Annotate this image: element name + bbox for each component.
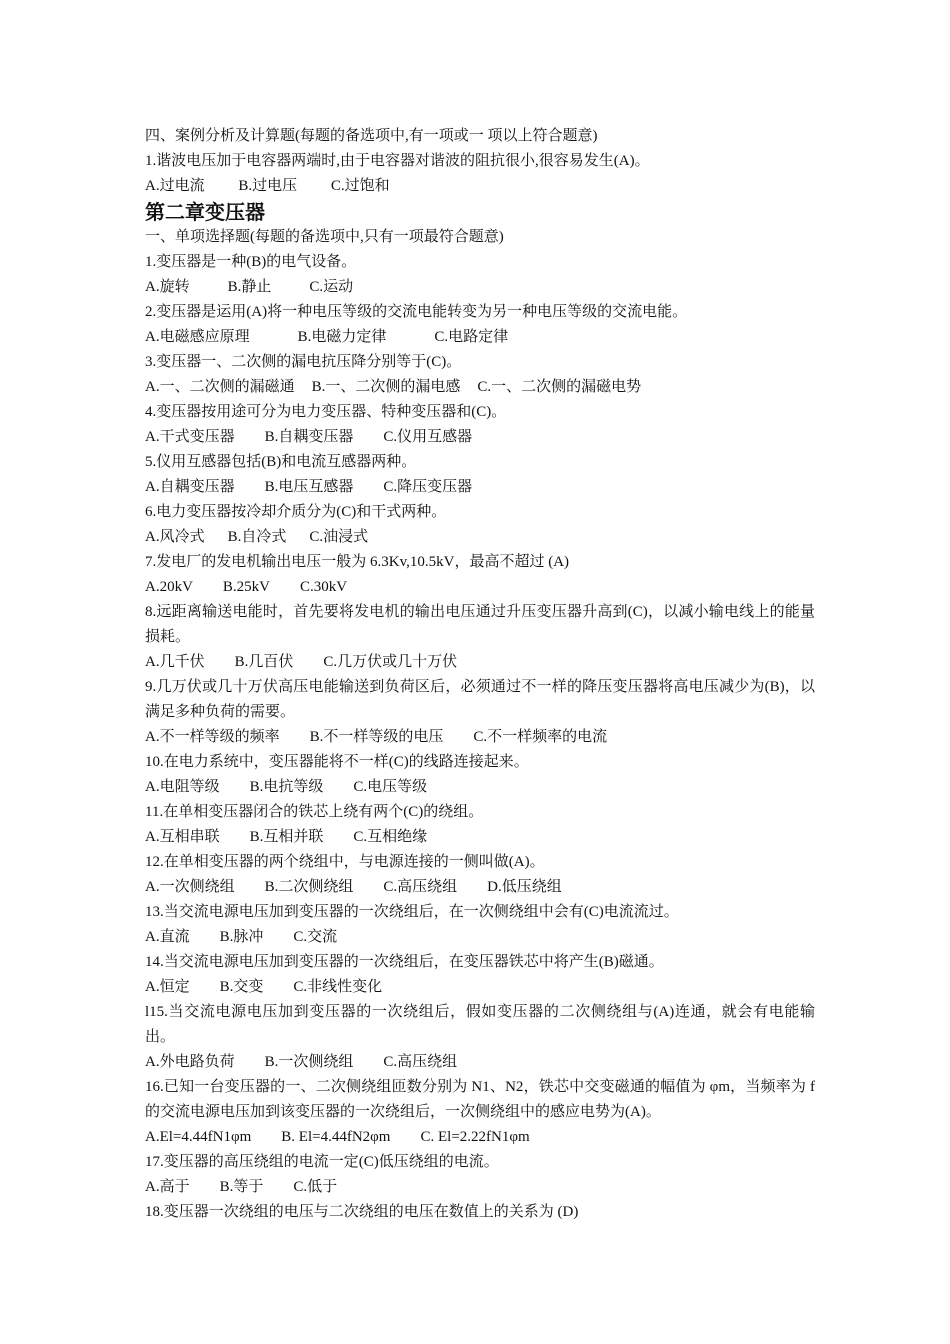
option: C.运动 xyxy=(309,279,354,295)
document-page xyxy=(145,124,815,1225)
option: B.等于 xyxy=(219,1179,264,1195)
option: C.非线性变化 xyxy=(293,979,383,995)
option: C.30kV xyxy=(300,579,348,595)
option: B.过电压 xyxy=(238,178,298,194)
option: A.互相串联 xyxy=(145,829,220,845)
question-text: 11.在单相变压器闭合的铁芯上绕有两个(C)的绕组。 xyxy=(145,804,484,820)
option: C.低于 xyxy=(293,1179,338,1195)
question-text: 16.已知一台变压器的一、二次侧绕组匝数分别为 N1、N2，铁芯中交变磁通的幅值为 φm，当频率为 f 的交流电源电压加到该变压器的一次绕组后，一次侧绕组中的感应电势为(A)。 xyxy=(145,1079,815,1120)
option: A.高于 xyxy=(145,1179,190,1195)
option: B.自耦变压器 xyxy=(264,429,354,445)
question-options xyxy=(145,975,815,1000)
question-list xyxy=(145,250,815,1225)
option: B.电抗等级 xyxy=(249,779,324,795)
option: C.电路定律 xyxy=(434,329,509,345)
chapter-title: 第二章变压器 xyxy=(145,200,265,224)
question-options xyxy=(145,375,815,400)
question-options xyxy=(145,174,815,199)
question-text: 9.几万伏或几十万伏高压电能输送到负荷区后，必须通过不一样的降压变压器将高电压减少为(B)，以满足多种负荷的需要。 xyxy=(145,679,815,720)
question-options xyxy=(145,275,815,300)
option: B.电磁力定律 xyxy=(297,329,387,345)
question-text: 7.发电厂的发电机输出电压一般为 6.3Kv,10.5kV，最高不超过 (A) xyxy=(145,554,570,570)
option: A.旋转 xyxy=(145,279,190,295)
option: A.El=4.44fN1φm xyxy=(145,1129,252,1145)
option: C.降压变压器 xyxy=(383,479,473,495)
option: A.一次侧绕组 xyxy=(145,879,235,895)
section-heading: 四、案例分析及计算题(每题的备选项中,有一项或一 项以上符合题意) xyxy=(145,128,598,144)
option: A.电阻等级 xyxy=(145,779,220,795)
question-text: 8.远距离输送电能时，首先要将发电机的输出电压通过升压变压器升高到(C)，以减小输电线上的能量损耗。 xyxy=(145,604,815,645)
option: C.高压绕组 xyxy=(383,1054,458,1070)
question-text: 13.当交流电源电压加到变压器的一次绕组后，在一次侧绕组中会有(C)电流流过。 xyxy=(145,904,679,920)
question-options xyxy=(145,725,815,750)
option: C.几万伏或几十万伏 xyxy=(323,654,458,670)
option: B. El=4.44fN2φm xyxy=(281,1129,391,1145)
option: A.电磁感应原理 xyxy=(145,329,250,345)
option: B.一次侧绕组 xyxy=(264,1054,354,1070)
option: D.低压绕组 xyxy=(487,879,562,895)
question-text: 3.变压器一、二次侧的漏电抗压降分别等于(C)。 xyxy=(145,354,462,370)
question-options xyxy=(145,925,815,950)
question-options xyxy=(145,425,815,450)
question-text: 18.变压器一次绕组的电压与二次绕组的电压在数值上的关系为 (D) xyxy=(145,1204,579,1220)
option: C.互相绝缘 xyxy=(353,829,428,845)
option: B.几百伏 xyxy=(234,654,294,670)
question-text: 1.变压器是一种(B)的电气设备。 xyxy=(145,254,357,270)
question-options xyxy=(145,875,815,900)
option: C. El=2.22fN1φm xyxy=(420,1129,530,1145)
option: B.二次侧绕组 xyxy=(264,879,354,895)
question-options xyxy=(145,825,815,850)
question-options xyxy=(145,325,815,350)
question-text: 14.当交流电源电压加到变压器的一次绕组后，在变压器铁芯中将产生(B)磁通。 xyxy=(145,954,664,970)
option: B.电压互感器 xyxy=(264,479,354,495)
question-text: 12.在单相变压器的两个绕组中，与电源连接的一侧叫做(A)。 xyxy=(145,854,545,870)
option: A.恒定 xyxy=(145,979,190,995)
option: B.自冷式 xyxy=(227,529,287,545)
option: A.风冷式 xyxy=(145,529,205,545)
question-options xyxy=(145,575,815,600)
question-options xyxy=(145,1125,815,1150)
question-text: 1.谐波电压加于电容器两端时,由于电容器对谐波的阻抗很小,很容易发生(A)。 xyxy=(145,153,650,169)
option: A.直流 xyxy=(145,929,190,945)
question-text: l15.当交流电源电压加到变压器的一次绕组后，假如变压器的二次侧绕组与(A)连通，就会有电能输出。 xyxy=(145,1004,815,1045)
option: B.25kV xyxy=(222,579,271,595)
question-options xyxy=(145,1175,815,1200)
option: C.过饱和 xyxy=(330,178,390,194)
option: C.仪用互感器 xyxy=(383,429,473,445)
option: A.过电流 xyxy=(145,178,205,194)
question-text: 6.电力变压器按冷却介质分为(C)和干式两种。 xyxy=(145,504,447,520)
option: B.静止 xyxy=(227,279,272,295)
option: B.脉冲 xyxy=(219,929,264,945)
option: C.油浸式 xyxy=(309,529,369,545)
option: C.交流 xyxy=(293,929,338,945)
option: C.一、二次侧的漏磁电势 xyxy=(477,379,642,395)
section-heading: 一、单项选择题(每题的备选项中,只有一项最符合题意) xyxy=(145,229,504,245)
question-options xyxy=(145,650,815,675)
option: A.自耦变压器 xyxy=(145,479,235,495)
option: A.几千伏 xyxy=(145,654,205,670)
option: C.电压等级 xyxy=(353,779,428,795)
question-options xyxy=(145,475,815,500)
question-text: 17.变压器的高压绕组的电流一定(C)低压绕组的电流。 xyxy=(145,1154,499,1170)
option: B.不一样等级的电压 xyxy=(309,729,444,745)
option: B.交变 xyxy=(219,979,264,995)
option: C.不一样频率的电流 xyxy=(473,729,608,745)
question-options xyxy=(145,1050,815,1075)
option: C.高压绕组 xyxy=(383,879,458,895)
question-options xyxy=(145,525,815,550)
option: A.干式变压器 xyxy=(145,429,235,445)
option: A.一、二次侧的漏磁通 xyxy=(145,379,295,395)
question-text: 5.仪用互感器包括(B)和电流互感器两种。 xyxy=(145,454,417,470)
question-text: 4.变压器按用途可分为电力变压器、特种变压器和(C)。 xyxy=(145,404,507,420)
question-text: 10.在电力系统中，变压器能将不一样(C)的线路连接起来。 xyxy=(145,754,529,770)
option: A.不一样等级的频率 xyxy=(145,729,280,745)
option: A.20kV xyxy=(145,579,193,595)
question-text: 2.变压器是运用(A)将一种电压等级的交流电能转变为另一种电压等级的交流电能。 xyxy=(145,304,688,320)
option: A.外电路负荷 xyxy=(145,1054,235,1070)
option: B.互相并联 xyxy=(249,829,324,845)
option: B.一、二次侧的漏电感 xyxy=(311,379,461,395)
question-options xyxy=(145,775,815,800)
